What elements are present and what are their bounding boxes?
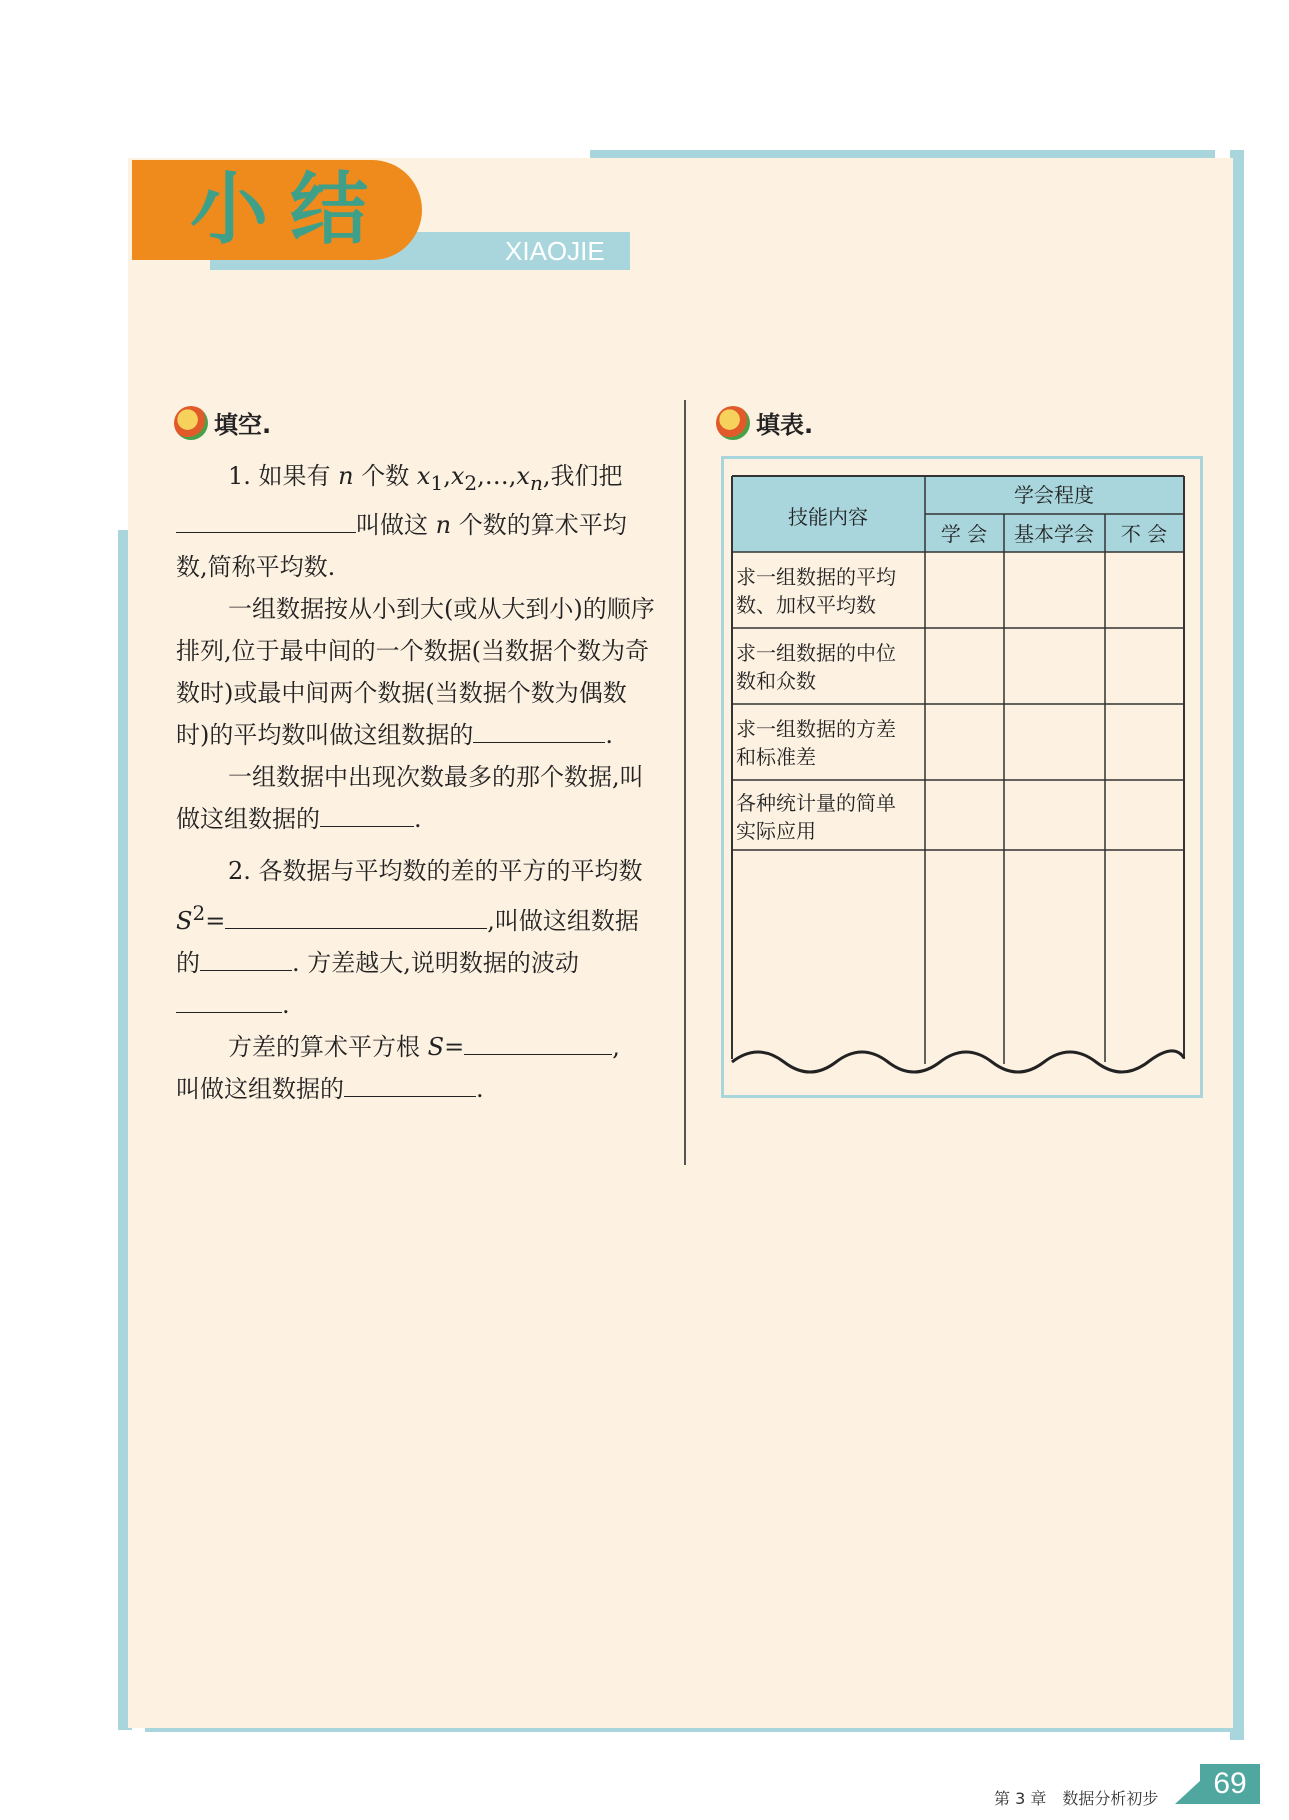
fill-blank-heading-text: 填空. — [214, 411, 272, 439]
q1-text-a: 1. 如果有 — [228, 462, 331, 490]
q2-sd-text: 方差的算术平方根 — [228, 1032, 420, 1061]
q1-text-d: 叫做这 — [356, 510, 428, 539]
q1-mode: 一组数据中出现次数最多的那个数据,叫做这组数据的 . — [176, 762, 644, 833]
page-number-tab — [1175, 1780, 1201, 1804]
table-col-skill: 技能内容 — [788, 505, 868, 529]
blank-mode[interactable] — [320, 802, 414, 827]
blank-fluctuation[interactable] — [176, 988, 282, 1013]
row-1-line-1: 求一组数据的平均 — [736, 565, 896, 589]
row-4-line-1: 各种统计量的简单 — [736, 791, 896, 815]
page-subtitle: XIAOJIE — [505, 236, 605, 266]
table-heading — [716, 405, 813, 440]
q1-median: 一组数据按从小到大(或从大到小)的顺序排列,位于最中间的一个数据(当数据个数为奇数时)或最中间两个数据(当数据个数为偶数时)的平均数叫做这组数据的 . — [176, 594, 655, 749]
q2-text-b: ,叫做这组数据的 — [176, 906, 639, 977]
table-subcol-learned: 学 会 — [940, 522, 988, 546]
page-title: 小结 — [190, 165, 391, 255]
q2-sd-text-b: 叫做这组数据的 — [176, 1074, 344, 1103]
blank-variance-formula[interactable] — [225, 904, 487, 929]
fill-blank-heading — [174, 405, 271, 440]
table-wavy-edge — [732, 1051, 1184, 1072]
blank-mean-formula[interactable] — [176, 508, 356, 533]
blank-sd-formula[interactable] — [464, 1030, 612, 1055]
table-subcol-basic: 基本学会 — [1014, 522, 1094, 546]
fill-blank-content — [176, 455, 656, 1110]
blank-sd[interactable] — [344, 1072, 476, 1097]
row-1-line-2: 数、加权平均数 — [736, 593, 876, 617]
table-subcol-not: 不 会 — [1120, 522, 1168, 546]
bullet-icon — [716, 406, 750, 440]
row-3-line-2: 和标准差 — [736, 745, 816, 769]
q1-text-c: 我们把 — [550, 462, 623, 490]
q2-sd: 方差的算术平方根 S= , 叫做这组数据的 . — [176, 1026, 656, 1110]
q1-median-text: 一组数据按从小到大(或从大到小)的顺序排列,位于最中间的一个数据(当数据个数为奇数时)或最中间两个数据(当数据个数为偶数时)的平均数叫做这组数据的 — [176, 594, 655, 749]
row-2-line-1: 求一组数据的中位 — [736, 641, 896, 665]
skill-table — [728, 472, 1188, 1092]
q2-variance: 2. 各数据与平均数的差的平方的平均数 $S^2=$ ,叫做这组数据的 . 方差越大,说明数据的波动. — [176, 856, 643, 1019]
q1-text-b: 个数 — [361, 462, 410, 490]
q2-text-a: 2. 各数据与平均数的差的平方的平均数 — [228, 856, 643, 885]
blank-variance[interactable] — [200, 946, 292, 971]
footer-chapter: 第 3 章 数据分析初步 — [994, 1789, 1159, 1808]
row-3-line-1: 求一组数据的方差 — [736, 717, 896, 741]
q1-mode-text: 一组数据中出现次数最多的那个数据,叫做这组数据的 — [176, 762, 644, 833]
row-2-line-2: 数和众数 — [736, 669, 816, 693]
row-4-line-2: 实际应用 — [736, 819, 816, 843]
q2-text-c: . 方差越大,说明数据的波动 — [292, 948, 579, 977]
page-number: 69 — [1200, 1764, 1260, 1804]
q1-line: 1. 如果有 n 个数 $x_1,x_2,\dots,x_n$,我们把 叫做这 n 个数的算术平均数,简称平均数. — [176, 462, 627, 581]
q1-text-e: 个数的算术平均数,简称平均数. — [176, 510, 627, 581]
blank-median[interactable] — [473, 718, 605, 743]
bullet-icon — [174, 406, 208, 440]
column-divider — [684, 400, 686, 1165]
table-col-level: 学会程度 — [1014, 483, 1094, 507]
table-heading-text: 填表. — [756, 411, 814, 439]
